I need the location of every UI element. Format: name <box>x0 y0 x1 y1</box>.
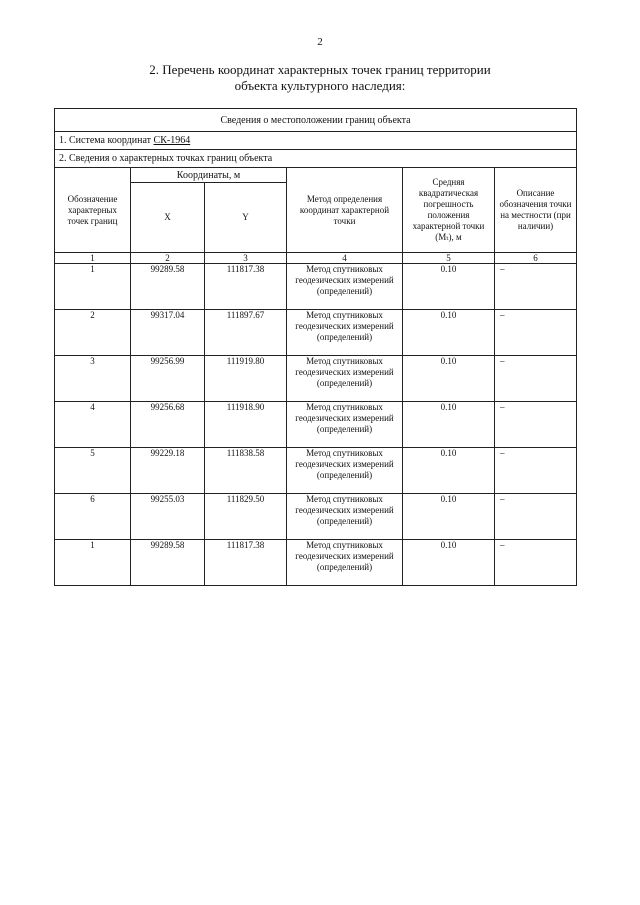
method-cell: Метод спутниковых геодезических измерений (определений) <box>287 494 403 540</box>
table-row <box>55 264 577 310</box>
table-row <box>55 494 577 540</box>
description-cell: – <box>495 448 577 494</box>
method-cell: Метод спутниковых геодезических измерений (определений) <box>287 264 403 310</box>
description-cell: – <box>495 310 577 356</box>
table-row <box>55 356 577 402</box>
table-row <box>55 540 577 586</box>
error-cell: 0.10 <box>403 448 495 494</box>
error-cell: 0.10 <box>403 540 495 586</box>
point-cell: 1 <box>55 264 131 310</box>
method-cell: Метод спутниковых геодезических измерений (определений) <box>287 540 403 586</box>
x-cell: 99256.99 <box>131 356 205 402</box>
x-cell: 99289.58 <box>131 264 205 310</box>
y-cell: 111897.67 <box>205 310 287 356</box>
description-cell: – <box>495 264 577 310</box>
column-number: 2 <box>131 253 205 264</box>
table-row <box>55 310 577 356</box>
description-cell: – <box>495 494 577 540</box>
description-cell: – <box>495 402 577 448</box>
header-method: Метод определения координат характерной точки <box>287 168 403 253</box>
heading-line-1: 2. Перечень координат характерных точек границ территории <box>149 62 491 77</box>
method-cell: Метод спутниковых геодезических измерений (определений) <box>287 356 403 402</box>
coordinate-system-label: 1. Система координат <box>59 135 154 146</box>
point-cell: 4 <box>55 402 131 448</box>
coordinates-table <box>54 108 577 586</box>
y-cell: 111838.58 <box>205 448 287 494</box>
header-coordinates: Координаты, м <box>131 168 287 183</box>
y-cell: 111817.38 <box>205 264 287 310</box>
table-row <box>55 448 577 494</box>
x-cell: 99289.58 <box>131 540 205 586</box>
heading-line-2: объекта культурного наследия: <box>234 78 406 93</box>
error-cell: 0.10 <box>403 356 495 402</box>
method-cell: Метод спутниковых геодезических измерений (определений) <box>287 310 403 356</box>
error-cell: 0.10 <box>403 494 495 540</box>
y-cell: 111829.50 <box>205 494 287 540</box>
header-description: Описание обозначения точки на местности (при наличии) <box>495 168 577 253</box>
error-cell: 0.10 <box>403 264 495 310</box>
y-cell: 111817.38 <box>205 540 287 586</box>
error-cell: 0.10 <box>403 310 495 356</box>
header-y: Y <box>205 183 287 253</box>
header-designation: Обозначение характерных точек границ <box>55 168 131 253</box>
method-cell: Метод спутниковых геодезических измерений (определений) <box>287 448 403 494</box>
page-number: 2 <box>317 36 323 48</box>
error-cell: 0.10 <box>403 402 495 448</box>
description-cell: – <box>495 540 577 586</box>
x-cell: 99317.04 <box>131 310 205 356</box>
coordinate-system-cell <box>55 132 577 150</box>
x-cell: 99229.18 <box>131 448 205 494</box>
points-info-label: 2. Сведения о характерных точках границ объекта <box>55 150 577 168</box>
column-number: 4 <box>287 253 403 264</box>
header-error: Средняя квадратическая погрешность положения характерной точки (Mₜ), м <box>403 168 495 253</box>
y-cell: 111918.90 <box>205 402 287 448</box>
column-number: 6 <box>495 253 577 264</box>
x-cell: 99255.03 <box>131 494 205 540</box>
point-cell: 6 <box>55 494 131 540</box>
column-number: 1 <box>55 253 131 264</box>
point-cell: 5 <box>55 448 131 494</box>
column-number: 5 <box>403 253 495 264</box>
point-cell: 2 <box>55 310 131 356</box>
column-number: 3 <box>205 253 287 264</box>
table-row <box>55 402 577 448</box>
method-cell: Метод спутниковых геодезических измерений (определений) <box>287 402 403 448</box>
table-title: Сведения о местоположении границ объекта <box>55 109 577 132</box>
description-cell: – <box>495 356 577 402</box>
header-x: X <box>131 183 205 253</box>
x-cell: 99256.68 <box>131 402 205 448</box>
point-cell: 1 <box>55 540 131 586</box>
y-cell: 111919.80 <box>205 356 287 402</box>
section-heading <box>0 62 640 94</box>
point-cell: 3 <box>55 356 131 402</box>
coordinate-system-name: СК-1964 <box>153 135 191 146</box>
